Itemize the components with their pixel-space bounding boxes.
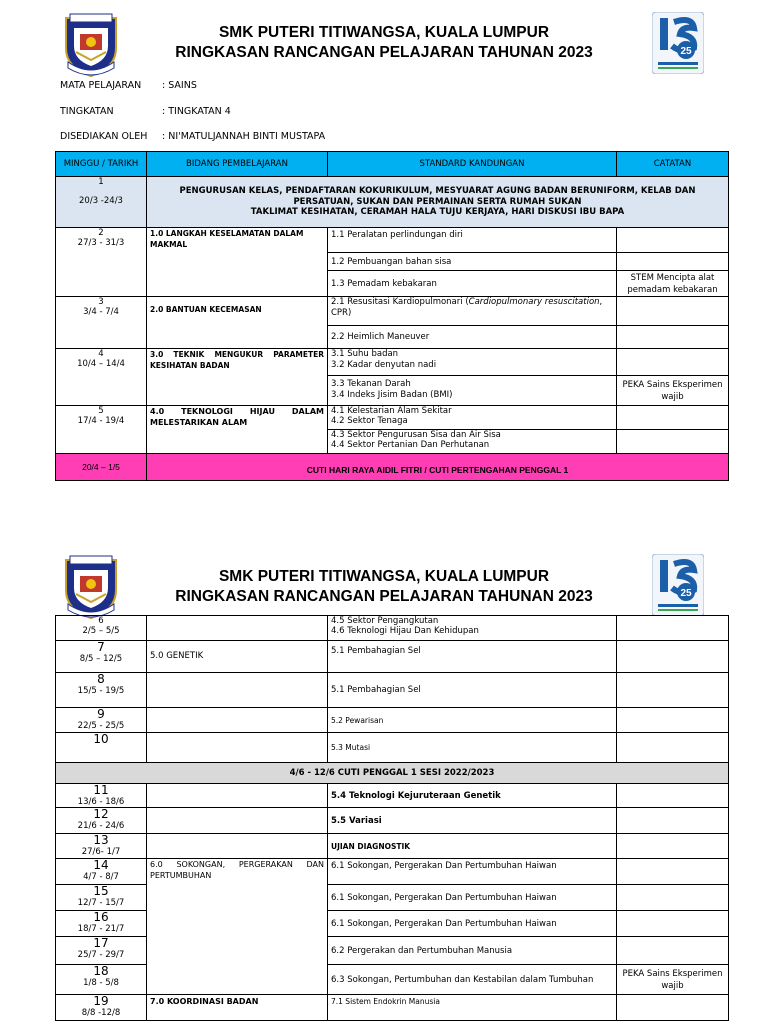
notes-cell: STEM Mencipta alat pemadam kebakaran [617, 271, 729, 297]
week-cell: 14 4/7 - 8/7 [56, 859, 147, 885]
notes-cell: PEKA Sains Eksperimen wajib [617, 376, 729, 406]
notes-cell [617, 834, 729, 859]
table-row [56, 406, 729, 430]
standard-cell: 1.2 Pembuangan bahan sisa [328, 253, 617, 271]
week-cell: 11 13/6 - 18/6 [56, 784, 147, 808]
standard-cell: 4.1 Kelestarian Alam Sekitar 4.2 Sektor Tenaga [328, 406, 617, 430]
notes-cell [617, 641, 729, 673]
learning-area [147, 673, 328, 708]
standard-cell: 5.5 Variasi [328, 808, 617, 834]
notes-cell: PEKA Sains Eksperimen wajib [617, 965, 729, 995]
week-cell: 17 25/7 - 29/7 [56, 937, 147, 965]
standard-cell: 3.1 Suhu badan 3.2 Kadar denyutan nadi [328, 349, 617, 376]
week-cell: 8 15/5 - 19/5 [56, 673, 147, 708]
learning-area: 6.0 SOKONGAN, PERGERAKAN DAN PERTUMBUHAN [147, 859, 328, 995]
learning-area: 1.0 LANGKAH KESELAMATAN DALAM MAKMAL [147, 228, 328, 297]
table-row [56, 349, 729, 376]
learning-area [147, 616, 328, 641]
notes-cell [617, 937, 729, 965]
table-row [56, 784, 729, 808]
week-cell: 9 22/5 - 25/5 [56, 708, 147, 733]
meta-author-label: DISEDIAKAN OLEH [60, 131, 148, 142]
notes-cell [617, 406, 729, 430]
table-row [56, 673, 729, 708]
week-cell: 10 [56, 733, 147, 763]
week-cell: 15 12/7 - 15/7 [56, 885, 147, 911]
notes-cell [617, 808, 729, 834]
learning-area: 5.0 GENETIK [147, 641, 328, 673]
table-row [56, 808, 729, 834]
svg-text:25: 25 [680, 588, 692, 599]
learning-area [147, 733, 328, 763]
standard-cell: 5.4 Teknologi Kejuruteraan Genetik [328, 784, 617, 808]
col-area: BIDANG PEMBELAJARAN [147, 152, 328, 177]
holiday-date: 20/4 – 1/5 [56, 454, 147, 481]
week-cell: 5 17/4 - 19/4 [56, 406, 147, 454]
notes-cell [617, 430, 729, 454]
table-row [56, 641, 729, 673]
anniversary-logo [652, 554, 704, 616]
standard-cell: 7.1 Sistem Endokrin Manusia [328, 995, 617, 1021]
meta-subject-value: : SAINS [162, 80, 197, 91]
learning-area [147, 834, 328, 859]
standard-cell: 4.5 Sektor Pengangkutan 4.6 Teknologi Hijau Dan Kehidupan [328, 616, 617, 641]
notes-cell [617, 616, 729, 641]
table-row [56, 177, 729, 228]
school-name: SMK PUTERI TITIWANGSA, KUALA LUMPUR [218, 24, 550, 41]
plan-title: RINGKASAN RANCANGAN PELAJARAN TAHUNAN 2023 [175, 588, 593, 605]
learning-area [147, 808, 328, 834]
plan-title: RINGKASAN RANCANGAN PELAJARAN TAHUNAN 2023 [175, 44, 593, 61]
notes-cell [617, 228, 729, 253]
standard-cell: 2.2 Heimlich Maneuver [328, 326, 617, 349]
page2-header [0, 554, 768, 624]
week-cell: 2 27/3 - 31/3 [56, 228, 147, 297]
standard-cell: 1.1 Peralatan perlindungan diri [328, 228, 617, 253]
svg-text:25: 25 [680, 46, 692, 57]
table-row [56, 228, 729, 253]
notes-cell [617, 673, 729, 708]
plan-table-page1 [55, 151, 729, 481]
plan-table-page2 [55, 615, 729, 1021]
week-cell: 18 1/8 - 5/8 [56, 965, 147, 995]
meta-author-value: : NI'MATULJANNAH BINTI MUSTAPA [162, 131, 326, 142]
learning-area [147, 708, 328, 733]
notes-cell [617, 297, 729, 326]
school-name: SMK PUTERI TITIWANGSA, KUALA LUMPUR [218, 568, 550, 585]
standard-cell: 5.1 Pembahagian Sel [328, 673, 617, 708]
learning-area: 3.0 TEKNIK MENGUKUR PARAMETER KESIHATAN BADAN [147, 349, 328, 406]
standard-cell: 5.3 Mutasi [328, 733, 617, 763]
week-cell: 19 8/8 -12/8 [56, 995, 147, 1021]
meta-form-label: TINGKATAN [60, 106, 114, 117]
notes-cell [617, 995, 729, 1021]
notes-cell [617, 349, 729, 376]
week-cell: 3 3/4 - 7/4 [56, 297, 147, 349]
table-row [56, 616, 729, 641]
holiday-text: CUTI HARI RAYA AIDIL FITRI / CUTI PERTENGAHAN PENGGAL 1 [147, 454, 729, 481]
standard-cell: UJIAN DIAGNOSTIK [328, 834, 617, 859]
week-cell: 6 2/5 – 5/5 [56, 616, 147, 641]
orientation-activities: PENGURUSAN KELAS, PENDAFTARAN KOKURIKULUM, MESYUARAT AGUNG BADAN BERUNIFORM, KELAB DAN PERSATUAN, SUKAN DAN PERMAINAN SERTA RUMAH SUKAN TAKLIMAT KESIHATAN, CERAMAH HALA TUJU KERJAYA, HARI DISKUSI IBU BAPA [147, 177, 729, 228]
week-cell: 1 20/3 -24/3 [56, 177, 147, 228]
notes-cell [617, 911, 729, 937]
table-row [56, 834, 729, 859]
meta-form-value: : TINGKATAN 4 [162, 106, 231, 117]
break-row [56, 763, 729, 784]
standard-cell: 2.1 Resusitasi Kardiopulmonari (Cardiopulmonary resuscitation, CPR) [328, 297, 617, 326]
notes-cell [617, 253, 729, 271]
standard-cell: 6.1 Sokongan, Pergerakan Dan Pertumbuhan Haiwan [328, 911, 617, 937]
col-notes: CATATAN [617, 152, 729, 177]
standard-cell: 6.1 Sokongan, Pergerakan Dan Pertumbuhan Haiwan [328, 885, 617, 911]
term-break-text: 4/6 - 12/6 CUTI PENGGAL 1 SESI 2022/2023 [56, 763, 729, 784]
standard-cell: 4.3 Sektor Pengurusan Sisa dan Air Sisa 4.4 Sektor Pertanian Dan Perhutanan [328, 430, 617, 454]
week-cell: 13 27/6- 1/7 [56, 834, 147, 859]
learning-area: 2.0 BANTUAN KECEMASAN [147, 297, 328, 349]
learning-area: 7.0 KOORDINASI BADAN [147, 995, 328, 1021]
week-cell: 4 10/4 – 14/4 [56, 349, 147, 406]
standard-cell: 1.3 Pemadam kebakaran [328, 271, 617, 297]
week-cell: 7 8/5 – 12/5 [56, 641, 147, 673]
notes-cell [617, 708, 729, 733]
standard-cell: 6.2 Pergerakan dan Pertumbuhan Manusia [328, 937, 617, 965]
table-row [56, 995, 729, 1021]
standard-cell: 6.1 Sokongan, Pergerakan Dan Pertumbuhan Haiwan [328, 859, 617, 885]
notes-cell [617, 784, 729, 808]
standard-cell: 5.2 Pewarisan [328, 708, 617, 733]
learning-area: 4.0 TEKNOLOGI HIJAU DALAM MELESTARIKAN ALAM [147, 406, 328, 454]
week-cell: 16 18/7 - 21/7 [56, 911, 147, 937]
notes-cell [617, 733, 729, 763]
meta-subject-label: MATA PELAJARAN [60, 80, 142, 91]
week-cell: 12 21/6 - 24/6 [56, 808, 147, 834]
learning-area [147, 784, 328, 808]
col-week: MINGGU / TARIKH [56, 152, 147, 177]
table-row [56, 859, 729, 885]
table-row [56, 708, 729, 733]
table-header-row [56, 152, 729, 177]
holiday-row [56, 454, 729, 481]
notes-cell [617, 885, 729, 911]
col-standard: STANDARD KANDUNGAN [328, 152, 617, 177]
standard-cell: 6.3 Sokongan, Pertumbuhan dan Kestabilan dalam Tumbuhan [328, 965, 617, 995]
notes-cell [617, 326, 729, 349]
notes-cell [617, 859, 729, 885]
page1-header [0, 12, 768, 82]
standard-cell: 5.1 Pembahagian Sel [328, 641, 617, 673]
anniversary-logo [652, 12, 704, 74]
table-row [56, 733, 729, 763]
standard-cell: 3.3 Tekanan Darah 3.4 Indeks Jisim Badan (BMI) [328, 376, 617, 406]
table-row [56, 297, 729, 326]
